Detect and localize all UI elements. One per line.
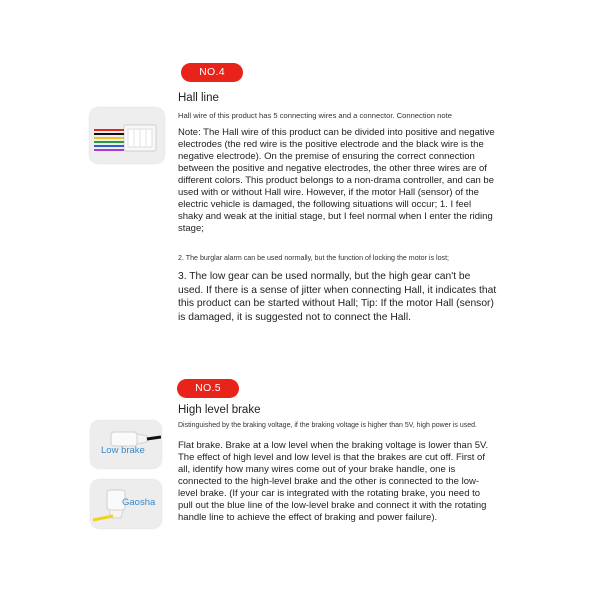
section-5-badge: NO.5 — [177, 379, 239, 398]
section-4-badge: NO.4 — [181, 63, 243, 82]
low-brake-label: Low brake — [101, 445, 145, 456]
section-4-point-2: 2. The burglar alarm can be used normally, but the function of locking the motor is lost; — [178, 254, 450, 262]
section-5-body: Flat brake. Brake at a low level when the braking voltage is lower than 5V. The effect of high level and low level is that the brakes are cut off. First of all, identify how many wires come out of your brake handle, one is connected to the high-level brake and the other is connected to the low-level brake. (If your car is integrated with the rotating brake, you need to pull out the blue line of the low-level brake and connect it with the rotating handle line to achieve the effect of braking and power failure). — [178, 440, 489, 523]
section-4-title: Hall line — [178, 92, 219, 104]
section-4-point-3: 3. The low gear can be used normally, but the high gear can't be used. If there is a sense of jitter when connecting Hall, it indicates that this product can be started without Hall; Tip: If the motor Hall (sensor) is damaged, it is suggested not to connect the Hall. — [178, 271, 497, 323]
gaosha-brake-image — [91, 480, 161, 528]
hall-connector-drawing — [90, 108, 164, 163]
section-4-intro: Hall wire of this product has 5 connecting wires and a connector. Connection note — [178, 111, 452, 120]
section-5-intro: Distinguished by the braking voltage, if the braking voltage is higher than 5V, high power is used. — [178, 422, 477, 429]
gaosha-label: Gaosha — [122, 497, 156, 508]
section-5-title: High level brake — [178, 404, 261, 416]
section-4-note: Note: The Hall wire of this product can be divided into positive and negative electrodes (the red wire is the positive electrode and the black wire is the negative electrode). On the premise of ensuring the correct connection between the positive and negative electrodes, the other three wires are of different colors. This product belongs to a non-drama controller, and can be used with or without Hall wire. However, if the motor Hall (sensor) of the electric vehicle is damaged, the following situations will occur; 1. I feel shaky and weak at the initial stage, but I feel normal when I enter the riding stage; — [178, 127, 495, 234]
hall-connector-image — [90, 108, 164, 163]
low-brake-image — [91, 421, 161, 468]
